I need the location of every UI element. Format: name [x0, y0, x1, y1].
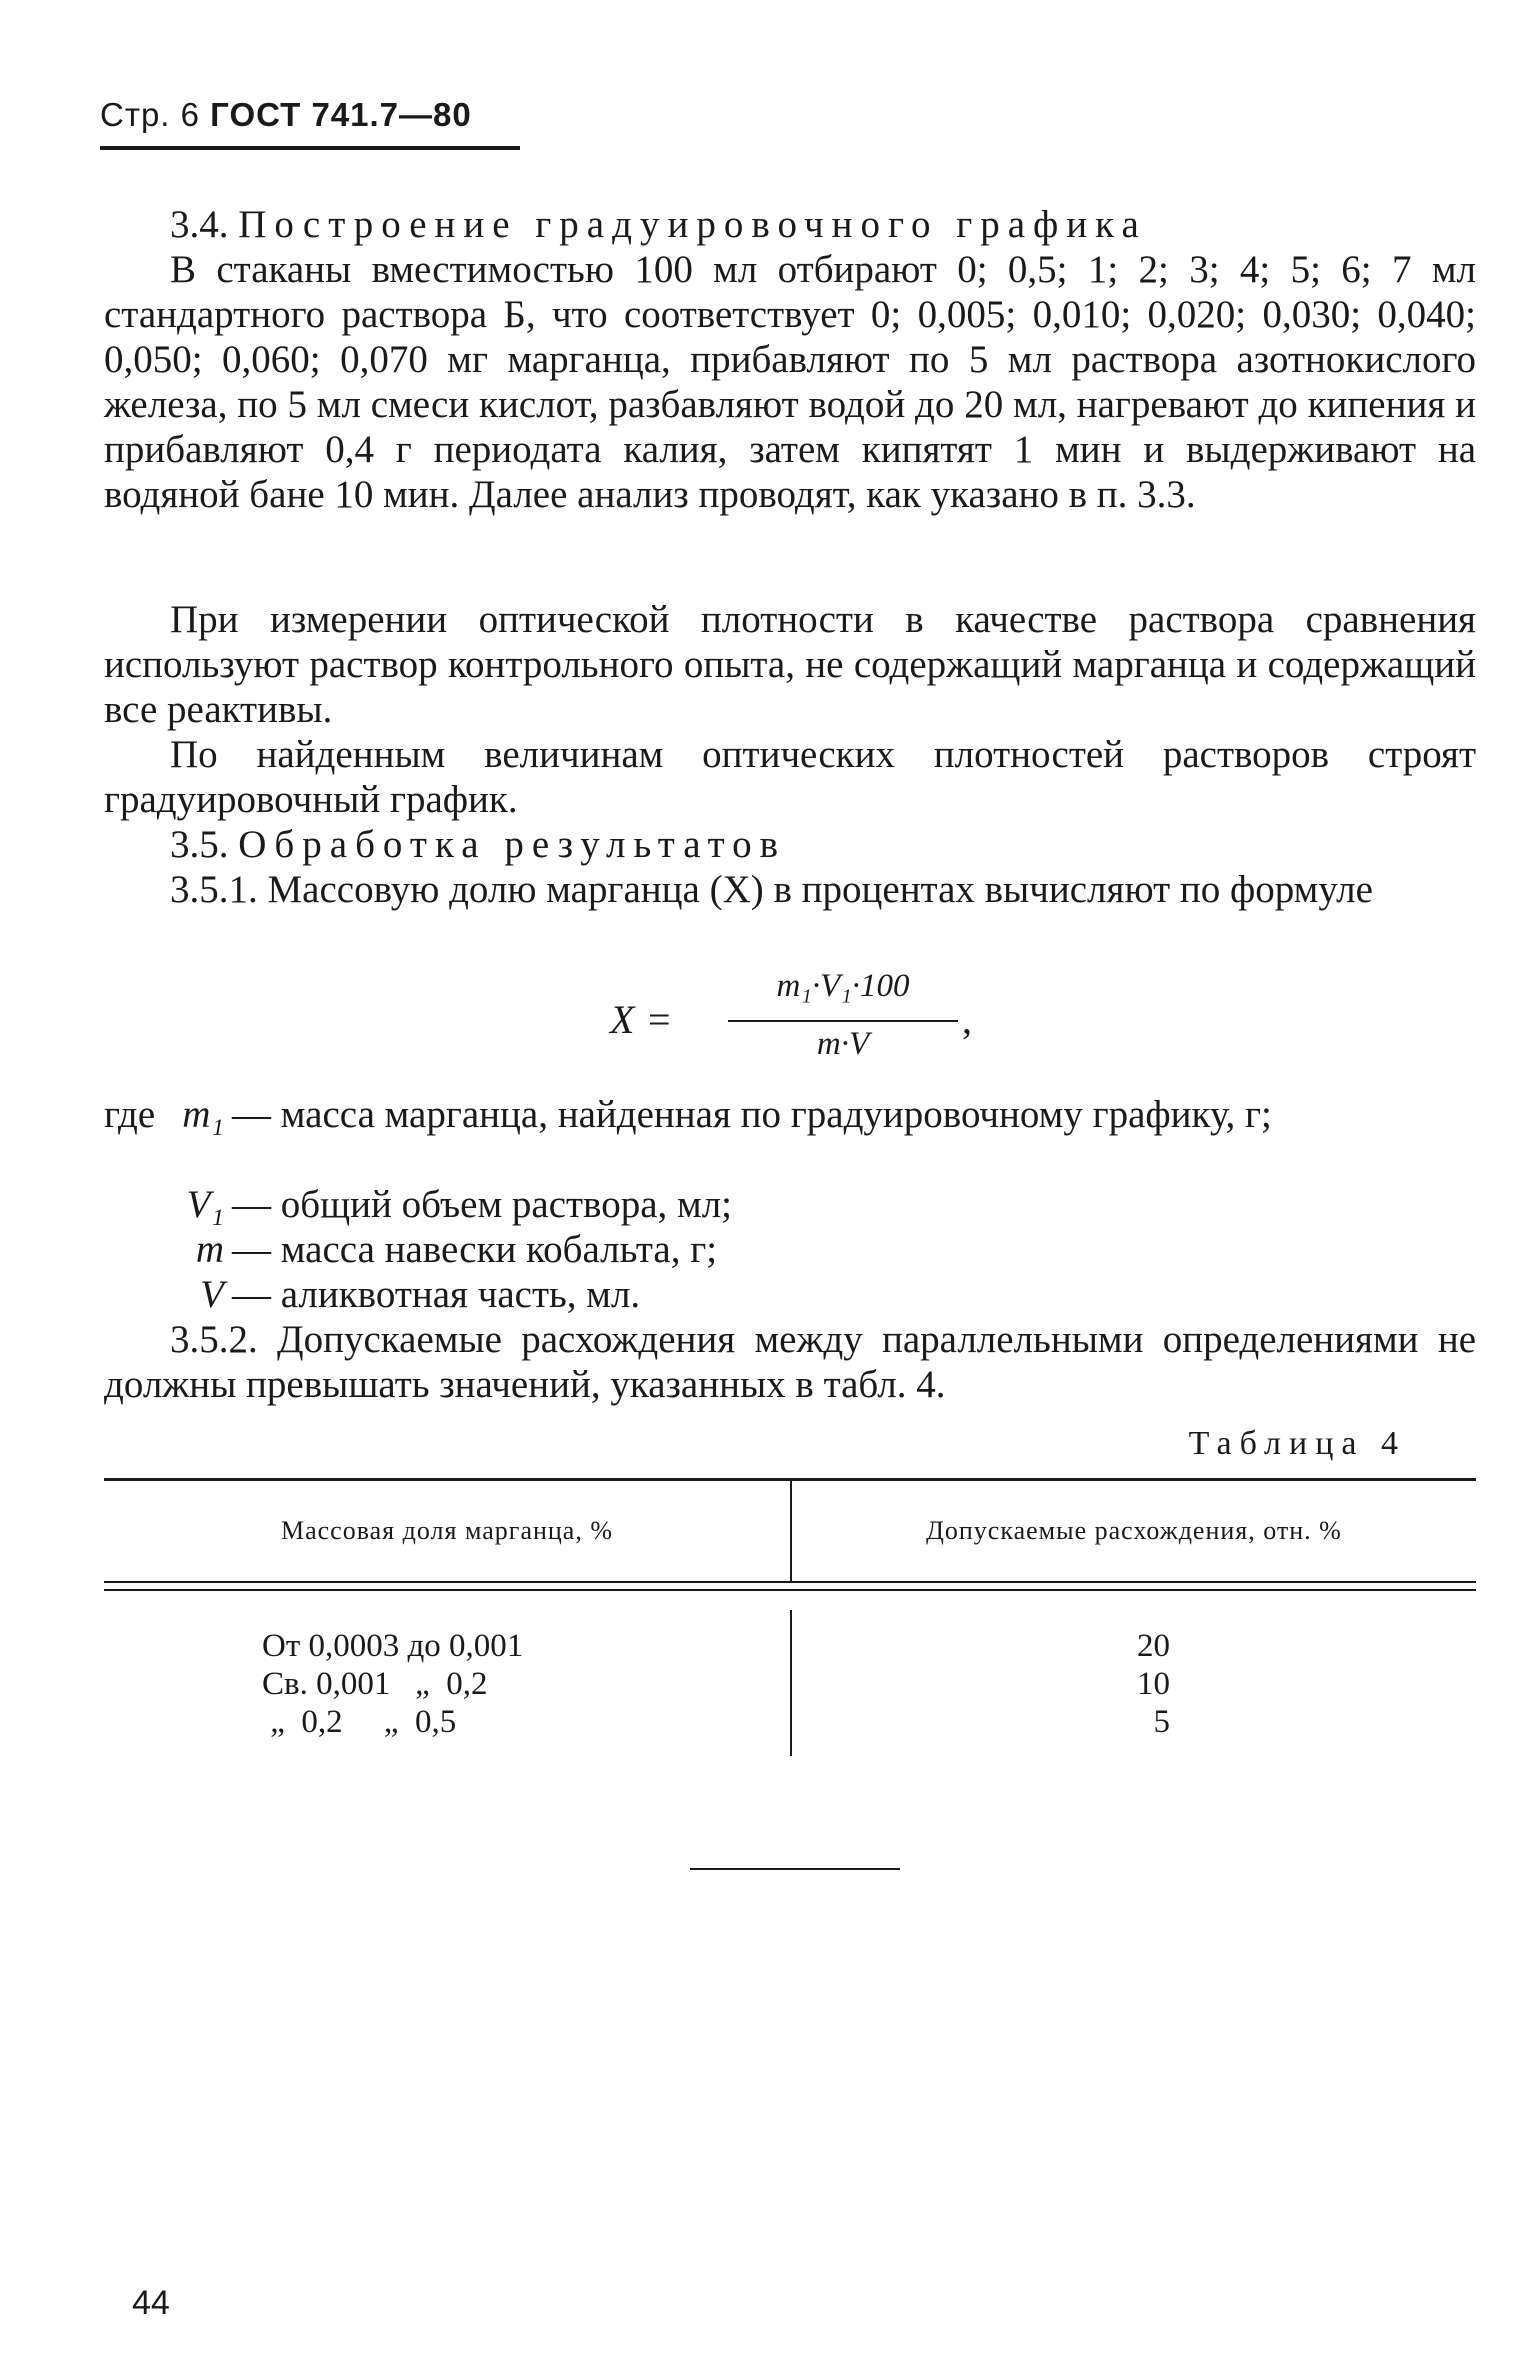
formula-numerator: m₁·V₁·100 — [776, 968, 910, 1004]
table-row-range: „ 0,2 „ 0,5 — [262, 1704, 457, 1740]
table-row-range: От 0,0003 до 0,001 — [262, 1628, 524, 1664]
section-3-5-2-paragraph: 3.5.2. Допускаемые расхождения между параллельными определениями не должны превышать значений, указанных в табл. 4. — [104, 1318, 1476, 1406]
page-label: Стр. 6 — [100, 96, 200, 133]
table-row-value: 20 — [1137, 1628, 1170, 1664]
section-3-4-heading: 3.4. Построение градуировочного графика — [170, 203, 1147, 246]
formula — [610, 968, 970, 1078]
section-3-4-paragraph-2: При измерении оптической плотности в качестве раствора сравнения используют раствор контрольного опыта, не содержащий марганца и содержащий все реактивы. — [104, 598, 1476, 731]
table-row-value: 10 — [1137, 1666, 1170, 1702]
section-3-4-paragraph-1: В стаканы вместимостью 100 мл отбирают 0; 0,5; 1; 2; 3; 4; 5; 6; 7 мл стандартного раствора Б, что соответствует 0; 0,005; 0,010; 0,020; 0,030; 0,040; 0,050; 0,060; 0,070 мг марганца, прибавляют по 5 мл раствора азотнокислого железа, по 5 мл смеси кислот, разбавляют водой до 20 мл, нагревают до кипения и прибавляют 0,4 г периодата калия, затем кипятят 1 мин и выдерживают на водяной бане 10 мин. Далее анализ проводят, как указано в п. 3.3. — [104, 248, 1476, 516]
table-header-rule — [104, 1581, 1476, 1583]
table-body-divider — [790, 1610, 792, 1756]
standard-code: ГОСТ 741.7—80 — [210, 96, 472, 133]
formula-denominator: m·V — [816, 1026, 870, 1062]
page-number: 44 — [132, 2284, 170, 2322]
table-header-discrepancy: Допускаемые расхождения, отн. % — [926, 1516, 1342, 1545]
section-3-5-heading: 3.5. Обработка результатов — [170, 823, 787, 866]
formula-lhs: X — [610, 997, 635, 1042]
table-header-mass-fraction: Массовая доля марганца, % — [280, 1516, 614, 1545]
section-3-4-paragraph-3: По найденным величинам оптических плотностей растворов строят градуировочный график. — [104, 733, 1476, 821]
table-title: Таблица 4 — [1188, 1425, 1406, 1462]
end-rule — [690, 1868, 900, 1870]
table-row-range: Св. 0,001 „ 0,2 — [262, 1666, 488, 1702]
formula-equals: = — [648, 997, 671, 1042]
section-3-5-1-paragraph: 3.5.1. Массовую долю марганца (X) в процентах вычисляют по формуле — [170, 868, 1373, 911]
fraction-bar — [728, 1020, 958, 1022]
page-header — [100, 96, 472, 134]
formula-comma: , — [962, 997, 972, 1042]
table-header-rule-double — [104, 1589, 1476, 1591]
header-rule — [100, 146, 520, 150]
where-item: где m₁ — масса марганца, найденная по градуировочному графику, г; — [104, 1093, 1272, 1136]
table-row-value: 5 — [1153, 1704, 1170, 1740]
